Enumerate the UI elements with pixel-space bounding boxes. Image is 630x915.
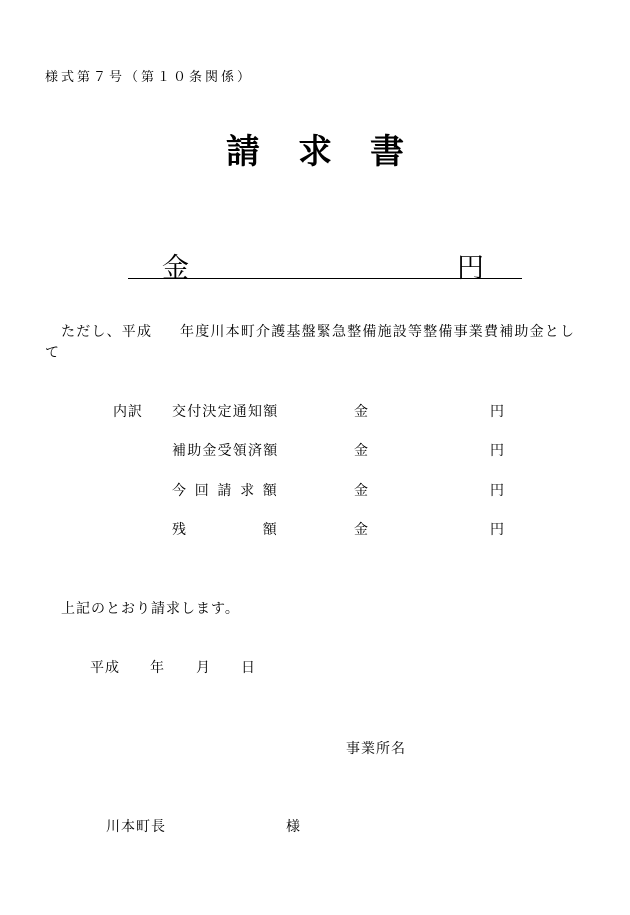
date-month-label: 月 <box>196 660 210 676</box>
date-era: 平成 <box>90 660 120 676</box>
breakdown-row-yen: 円 <box>490 483 504 499</box>
amount-yen-label: 円 <box>457 253 484 284</box>
office-name-label: 事業所名 <box>346 741 406 757</box>
honorific: 様 <box>286 819 300 835</box>
amount-kin-label: 金 <box>162 253 189 284</box>
breakdown-row-kin: 金 <box>354 404 368 420</box>
date-year-label: 年 <box>150 660 164 676</box>
document-title: 請求書 <box>226 132 442 172</box>
breakdown-row-label: 交付決定通知額 <box>172 404 279 420</box>
breakdown-row-yen: 円 <box>490 443 504 459</box>
breakdown-row-label: 補助金受領済額 <box>172 443 279 459</box>
date-day-label: 日 <box>241 660 255 676</box>
breakdown-row-yen: 円 <box>490 522 504 538</box>
closing-statement: 上記のとおり請求します。 <box>61 601 240 617</box>
breakdown-row-yen: 円 <box>490 404 504 420</box>
breakdown-row-label: 今 回 請 求 額 <box>172 483 278 499</box>
breakdown-row-label: 残 額 <box>172 522 278 538</box>
breakdown-row-kin: 金 <box>354 443 368 459</box>
breakdown-row-kin: 金 <box>354 522 368 538</box>
purpose-prefix: ただし、平成 <box>61 324 153 340</box>
form-number: 様式第７号（第１０条関係） <box>45 70 254 85</box>
purpose-text: 年度川本町介護基盤緊急整備施設等整備事業費補助金とし <box>180 324 576 340</box>
purpose-wrap: て <box>45 345 59 361</box>
breakdown-row-kin: 金 <box>354 483 368 499</box>
breakdown-label: 内訳 <box>113 404 143 420</box>
addressee: 川本町長 <box>106 819 166 835</box>
